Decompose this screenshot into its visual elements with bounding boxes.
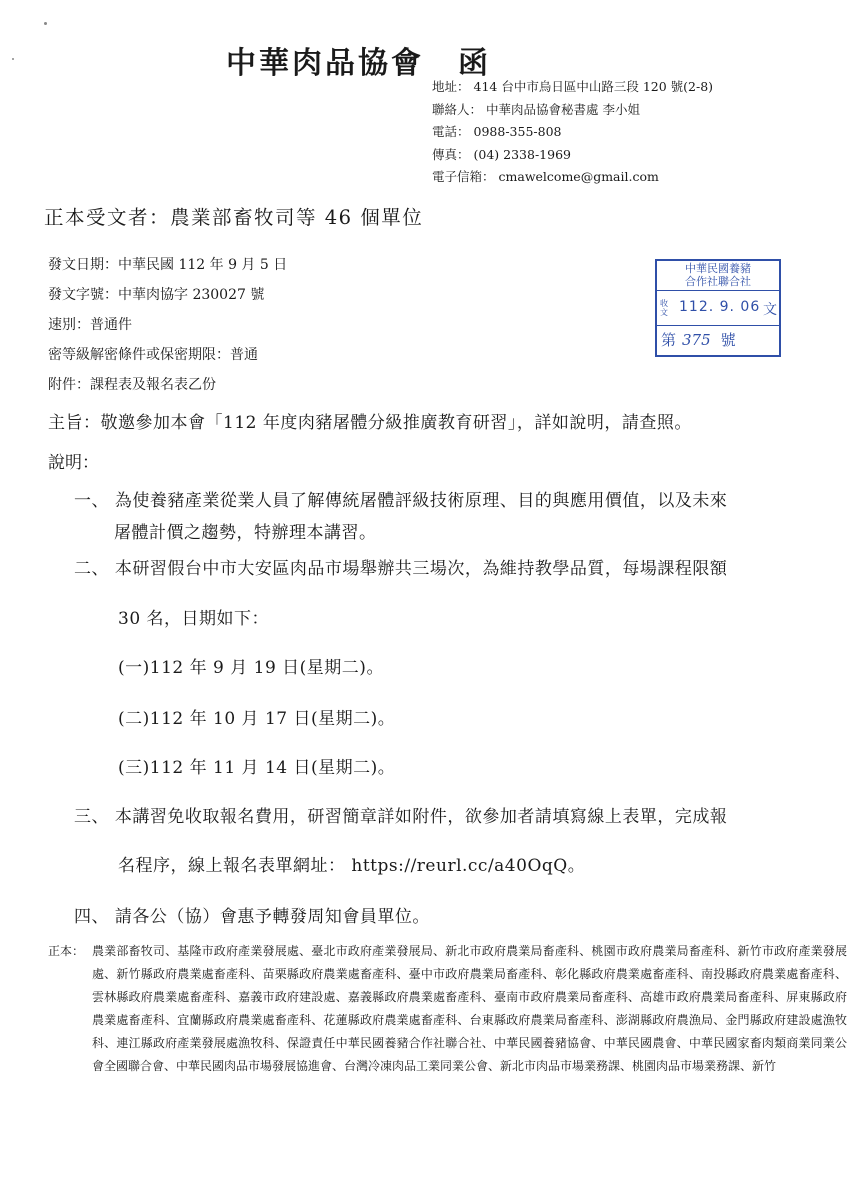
scan-speck bbox=[44, 22, 47, 25]
doc-number: 發文字號：中華肉協字 230027 號 bbox=[48, 287, 265, 303]
subject: 主旨：敬邀參加本會「112 年度肉豬屠體分級推廣教育研習」，詳如說明，請查照。 bbox=[48, 413, 692, 433]
cc-label: 正本： bbox=[48, 944, 85, 958]
stamp-header bbox=[657, 261, 779, 291]
item2-line1: 二、 本研習假台中市大安區肉品市場舉辦共三場次，為維持教學品質，每場課程限額 bbox=[74, 559, 728, 579]
issue-date: 發文日期：中華民國 112 年 9 月 5 日 bbox=[48, 257, 288, 273]
stamp-date-suffix: 文 bbox=[763, 302, 777, 318]
address-label: 地址： bbox=[432, 79, 470, 94]
stamp-number-prefix: 第 bbox=[661, 331, 677, 349]
explanation-label: 說明： bbox=[48, 453, 99, 473]
meta-block bbox=[48, 250, 287, 400]
contact-person: 中華肉品協會秘書處 李小姐 bbox=[486, 101, 640, 117]
item3-line2: 名程序，線上報名表單網址： https://reurl.cc/a40OqQ。 bbox=[118, 856, 586, 876]
item3-line1: 三、 本講習免收取報名費用，研習簡章詳如附件，欲參加者請填寫線上表單，完成報 bbox=[74, 807, 728, 827]
stamp-number-row bbox=[661, 329, 736, 350]
email: cmawelcome@gmail.com bbox=[498, 169, 659, 184]
address: 414 台中市烏日區中山路三段 120 號(2-8) bbox=[473, 79, 714, 94]
email-label: 電子信箱： bbox=[432, 169, 495, 184]
phone: 0988-355-808 bbox=[473, 124, 562, 139]
stamp-side-label: 收文 bbox=[660, 299, 668, 317]
recipient: 正本受文者：農業部畜牧司等 46 個單位 bbox=[44, 206, 424, 229]
org-name: 中華肉品協會 bbox=[226, 46, 424, 81]
stamp-number: 375 bbox=[682, 331, 711, 349]
stamp-header-line1: 中華民國養豬 bbox=[685, 262, 751, 275]
stamp-header-line2: 合作社聯合社 bbox=[685, 275, 751, 288]
fax-label: 傳真： bbox=[432, 146, 470, 162]
session-1: (一)112 年 9 月 19 日(星期二)。 bbox=[118, 658, 384, 678]
session-3: (三)112 年 11 月 14 日(星期二)。 bbox=[118, 758, 396, 778]
stamp-divider bbox=[657, 325, 779, 326]
receipt-stamp bbox=[655, 259, 781, 357]
phone-label: 電話： bbox=[432, 124, 470, 139]
contact-person-label: 聯絡人： bbox=[432, 101, 483, 117]
item1-line1: 一、 為使養豬產業從業人員了解傳統屠體評級技術原理、目的與應用價值，以及未來 bbox=[74, 491, 728, 511]
contact-block bbox=[432, 76, 713, 189]
cc-recipients: 農業部畜牧司、基隆市政府產業發展處、臺北市政府產業發展局、新北市政府農業局畜產科、桃園市政府農業局畜產科、新竹市政府產業發展處、新竹縣政府農業處畜產科、苗栗縣政府農業處畜產科、臺中市政府農業局畜產科、彰化縣政府農業處畜產科、南投縣政府農業處畜產科、雲林縣政府農業處畜產科、嘉義市政府建設處、嘉義縣政府農業處畜產科、臺南市政府農業局畜產科、高雄市政府農業局畜產科、屏東縣政府農業處畜產科、宜蘭縣政府農業處畜產科、花蓮縣政府農業處畜產科、台東縣政府農業局畜產科、澎湖縣政府農漁局、金門縣政府建設處漁牧科、連江縣政府產業發展處漁牧科、保證責任中華民國養豬合作社聯合社、中華民國養豬協會、中華民國農會、中華民國家畜肉類商業同業公會全國聯合會、中華民國肉品市場發展協進會、台灣冷凍肉品工業同業公會、新北市肉品市場業務課、桃園肉品市場業務課、新竹 bbox=[92, 944, 847, 1073]
security-level: 密等級解密條件或保密期限：普通 bbox=[48, 347, 258, 363]
speed-class: 速別：普通件 bbox=[48, 317, 132, 333]
scan-speck bbox=[12, 58, 14, 60]
stamp-number-suffix: 號 bbox=[720, 331, 736, 349]
doc-type: 函 bbox=[458, 46, 491, 81]
stamp-date: 112. 9. 06 bbox=[679, 299, 761, 315]
fax: (04) 2338-1969 bbox=[473, 146, 571, 162]
attachment: 附件：課程表及報名表乙份 bbox=[48, 377, 216, 393]
item1-line2: 屠體計價之趨勢，特辦理本講習。 bbox=[114, 523, 377, 543]
session-2: (二)112 年 10 月 17 日(星期二)。 bbox=[118, 709, 396, 729]
item4: 四、 請各公（協）會惠予轉發周知會員單位。 bbox=[74, 907, 430, 927]
item2-line2: 30 名，日期如下： bbox=[118, 609, 270, 629]
